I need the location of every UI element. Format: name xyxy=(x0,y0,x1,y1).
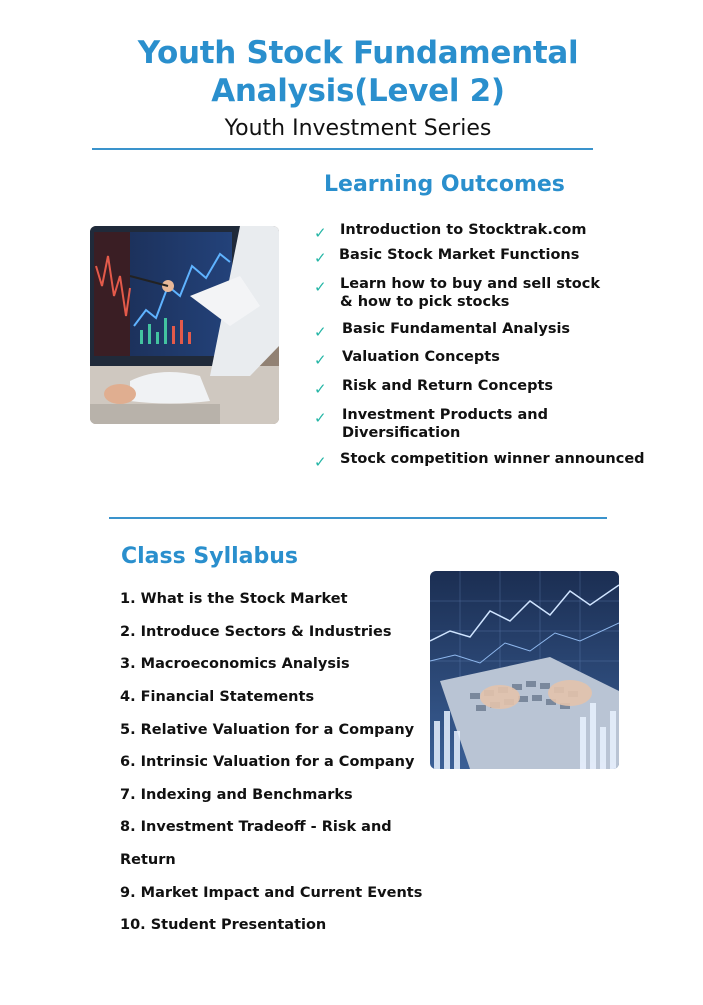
outcome-text: Valuation Concepts xyxy=(342,349,500,365)
outcome-text: Stock competition winner announced xyxy=(340,451,645,467)
outcome-text: Basic Fundamental Analysis xyxy=(342,321,571,337)
check-icon: ✓ xyxy=(314,224,327,242)
section-divider xyxy=(109,517,607,519)
syllabus-item: 8. Investment Tradeoff - Risk and xyxy=(120,819,392,835)
outcome-text: Risk and Return Concepts xyxy=(342,378,554,394)
check-icon: ✓ xyxy=(314,249,327,267)
syllabus-item: 4. Financial Statements xyxy=(120,689,315,705)
header-divider xyxy=(92,148,593,150)
syllabus-item: 5. Relative Valuation for a Company xyxy=(120,722,415,738)
check-icon: ✓ xyxy=(314,453,327,471)
check-icon: ✓ xyxy=(314,380,327,398)
check-icon: ✓ xyxy=(314,323,327,341)
title-line-2: Analysis(Level 2) xyxy=(211,73,505,109)
check-icon: ✓ xyxy=(314,409,327,427)
syllabus-item: Return xyxy=(120,852,176,868)
outcome-text: Investment Products and Diversification xyxy=(342,407,548,441)
syllabus-item: 1. What is the Stock Market xyxy=(120,591,348,607)
syllabus-item: 2. Introduce Sectors & Industries xyxy=(120,624,392,640)
outcome-text: Introduction to Stocktrak.com xyxy=(340,222,587,238)
learning-outcomes-heading: Learning Outcomes xyxy=(324,172,565,197)
title-line-1: Youth Stock Fundamental xyxy=(137,35,579,71)
class-syllabus-heading: Class Syllabus xyxy=(121,544,298,569)
outcome-text: Basic Stock Market Functions xyxy=(339,247,580,263)
syllabus-item: 9. Market Impact and Current Events xyxy=(120,885,423,901)
page-title xyxy=(0,34,703,110)
syllabus-item: 6. Intrinsic Valuation for a Company xyxy=(120,754,415,770)
page-subtitle: Youth Investment Series xyxy=(224,116,492,141)
laptop-typing-photo xyxy=(430,571,619,769)
check-icon: ✓ xyxy=(314,278,327,296)
stock-chart-monitor-photo xyxy=(90,226,279,424)
syllabus-item: 10. Student Presentation xyxy=(120,917,327,933)
check-icon: ✓ xyxy=(314,351,327,369)
syllabus-item: 7. Indexing and Benchmarks xyxy=(120,787,353,803)
syllabus-item: 3. Macroeconomics Analysis xyxy=(120,656,350,672)
outcome-text: Learn how to buy and sell stock & how to pick stocks xyxy=(340,276,601,310)
